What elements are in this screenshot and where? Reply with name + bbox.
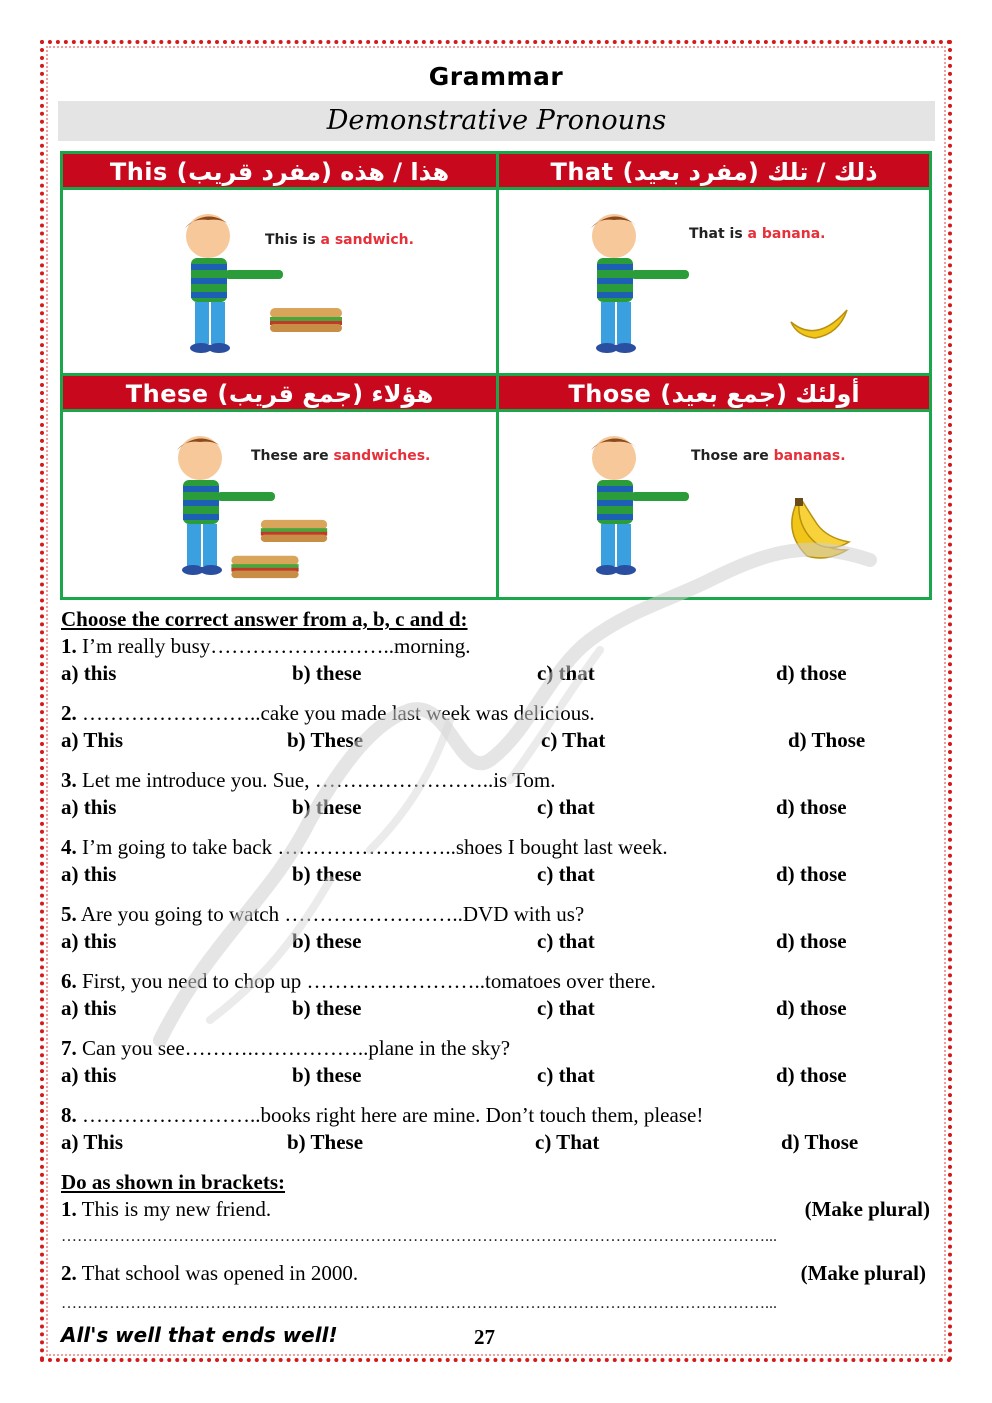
page-subtitle: Demonstrative Pronouns: [58, 101, 935, 141]
boy-pointing-icon: [163, 206, 283, 356]
option-d[interactable]: d) Those: [781, 1130, 859, 1154]
bracket-instruction: (Make plural): [804, 1197, 930, 1221]
option-d[interactable]: d) those: [776, 996, 847, 1020]
option-b[interactable]: b) These: [287, 1130, 364, 1154]
page-title: Grammar: [428, 62, 564, 91]
option-b[interactable]: b) these: [292, 862, 362, 886]
boy-pointing-icon: [569, 206, 689, 356]
option-d[interactable]: d) those: [776, 661, 847, 685]
option-a[interactable]: a) This: [61, 1130, 124, 1154]
answer-line[interactable]: ……………………………………………………………………………………………………………………...: [61, 1228, 777, 1245]
option-a[interactable]: a) this: [61, 1063, 117, 1087]
sandwich-icon: [259, 516, 329, 544]
option-c[interactable]: c) that: [537, 862, 595, 886]
question-4: 4. I’m going to take back ……………………..shoes I bought last week.: [61, 835, 668, 859]
card-that: [499, 154, 929, 373]
option-b[interactable]: b) these: [292, 1063, 362, 1087]
bracket-instruction: (Make plural): [800, 1261, 926, 1285]
card-those: [499, 376, 929, 597]
option-d[interactable]: d) those: [776, 1063, 847, 1087]
question-1: 1. I’m really busy……………….……..morning.: [61, 634, 471, 658]
option-c[interactable]: c) that: [537, 1063, 595, 1087]
option-c[interactable]: c) that: [537, 929, 595, 953]
question-6: 6. First, you need to chop up ……………………..tomatoes over there.: [61, 969, 656, 993]
option-c[interactable]: c) that: [537, 795, 595, 819]
option-d[interactable]: d) those: [776, 929, 847, 953]
question-5: 5. Are you going to watch ……………………..DVD with us?: [61, 902, 585, 926]
card-header: Those (أولئك (جمع بعيد: [499, 376, 929, 412]
pronoun-grid: [60, 151, 932, 600]
option-c[interactable]: c) that: [537, 661, 595, 685]
card-these: [63, 376, 496, 597]
option-b[interactable]: b) these: [292, 795, 362, 819]
question-2: 2. ……………………..cake you made last week was delicious.: [61, 701, 595, 725]
sandwich-icon: [229, 552, 301, 580]
option-d[interactable]: d) those: [776, 862, 847, 886]
transform-item-1: 1. This is my new friend.: [61, 1197, 272, 1221]
option-d[interactable]: d) Those: [788, 728, 866, 752]
option-b[interactable]: b) these: [292, 661, 362, 685]
option-c[interactable]: c) that: [537, 996, 595, 1020]
card-caption: That is a banana.: [689, 226, 826, 242]
option-a[interactable]: a) this: [61, 795, 117, 819]
card-header: This (هذا / هذه (مفرد قريب: [63, 154, 496, 190]
question-8: 8. ……………………..books right here are mine. Don’t touch them, please!: [61, 1103, 704, 1127]
option-b[interactable]: b) these: [292, 929, 362, 953]
card-caption: These are sandwiches.: [251, 448, 431, 464]
section-heading-brackets: Do as shown in brackets:: [61, 1170, 286, 1194]
page-number: 27: [474, 1325, 495, 1349]
card-this: [63, 154, 496, 373]
option-d[interactable]: d) those: [776, 795, 847, 819]
option-a[interactable]: a) this: [61, 929, 117, 953]
option-a[interactable]: a) this: [61, 661, 117, 685]
question-7: 7. Can you see……….……………..plane in the sky?: [61, 1036, 511, 1060]
banana-icon: [787, 304, 851, 344]
transform-item-2: 2. That school was opened in 2000.: [61, 1261, 359, 1285]
option-a[interactable]: a) This: [61, 728, 124, 752]
option-a[interactable]: a) this: [61, 862, 117, 886]
option-c[interactable]: c) That: [541, 728, 606, 752]
answer-line[interactable]: ……………………………………………………………………………………………………………………...: [61, 1295, 777, 1312]
option-c[interactable]: c) That: [535, 1130, 600, 1154]
sandwich-icon: [268, 304, 344, 334]
card-header: These (هؤلاء (جمع قريب: [63, 376, 496, 412]
option-a[interactable]: a) this: [61, 996, 117, 1020]
boy-pointing-icon: [569, 428, 689, 578]
card-caption: This is a sandwich.: [265, 232, 414, 248]
card-header: That (ذلك / تلك (مفرد بعيد: [499, 154, 929, 190]
question-3: 3. Let me introduce you. Sue, ……………………..is Tom.: [61, 768, 556, 792]
option-b[interactable]: b) these: [292, 996, 362, 1020]
option-b[interactable]: b) These: [287, 728, 364, 752]
card-caption: Those are bananas.: [691, 448, 846, 464]
section-heading-choose: Choose the correct answer from a, b, c and d:: [61, 607, 468, 631]
bananas-icon: [777, 498, 853, 564]
footer-motto: All's well that ends well!: [61, 1323, 338, 1347]
